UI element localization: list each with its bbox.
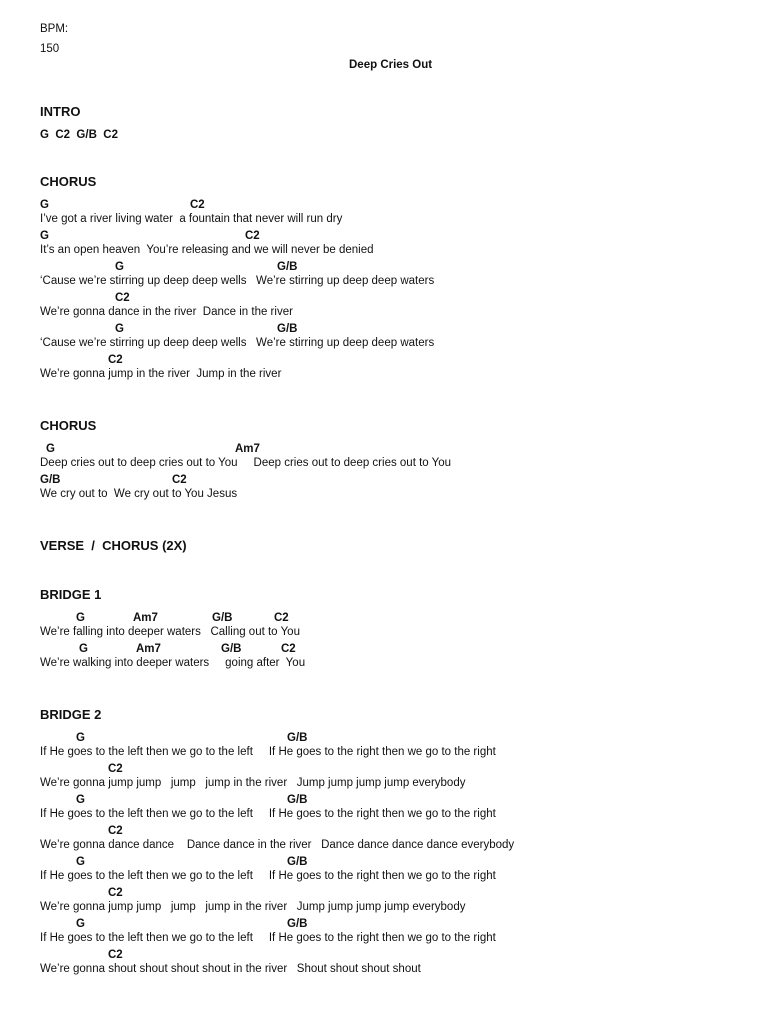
chord: G	[115, 261, 124, 273]
chord: G/B	[277, 323, 298, 335]
lyric-line: If He goes to the left then we go to the left If He goes to the right then we go to the right	[40, 746, 496, 758]
chord: G/B	[287, 856, 308, 868]
bridge2-heading: BRIDGE 2	[40, 707, 102, 722]
lyric-line: We’re walking into deeper waters going after You	[40, 657, 306, 669]
lyric-line: ‘Cause we’re stirring up deep deep wells We’re stirring up deep deep waters	[40, 337, 435, 349]
chord: G	[40, 199, 49, 211]
chord: C2	[281, 643, 296, 655]
chord: C2	[108, 887, 123, 899]
chord: Am7	[133, 612, 158, 624]
lyric-line: We’re gonna jump jump jump jump in the river Jump jump jump jump everybody	[40, 901, 466, 913]
chord: G/B	[287, 732, 308, 744]
bridge1-heading: BRIDGE 1	[40, 587, 102, 602]
chord: C2	[108, 763, 123, 775]
chord: C2	[245, 230, 260, 242]
chord: C2	[274, 612, 289, 624]
lyric-line: We’re falling into deeper waters Calling out to You	[40, 626, 300, 638]
chord: G/B	[40, 474, 61, 486]
chord: G	[76, 856, 85, 868]
bpm-label: BPM:	[40, 23, 69, 35]
lyric-line: It’s an open heaven You’re releasing and we will never be denied	[40, 244, 374, 256]
lyric-line: If He goes to the left then we go to the left If He goes to the right then we go to the right	[40, 808, 496, 820]
chord: G	[46, 443, 55, 455]
lyric-line: We’re gonna jump in the river Jump in the river	[40, 368, 282, 380]
chord: G	[40, 230, 49, 242]
chord: G	[115, 323, 124, 335]
chord: Am7	[235, 443, 260, 455]
chord: C2	[172, 474, 187, 486]
lyric-line: We cry out to We cry out to You Jesus	[40, 488, 238, 500]
lyric-line: We’re gonna shout shout shout shout in the river Shout shout shout shout	[40, 963, 421, 975]
lyric-line: We’re gonna dance dance Dance dance in the river Dance dance dance dance everybody	[40, 839, 515, 851]
bpm-value: 150	[40, 43, 60, 55]
lyric-line: I’ve got a river living water a fountain that never will run dry	[40, 213, 343, 225]
chord: C2	[190, 199, 205, 211]
chord: G/B	[277, 261, 298, 273]
chorus1-heading: CHORUS	[40, 174, 97, 189]
chord: C2	[108, 354, 123, 366]
song-title: Deep Cries Out	[349, 59, 433, 71]
chord: G	[79, 643, 88, 655]
chord: C2	[108, 825, 123, 837]
chord: G	[76, 794, 85, 806]
chord: G	[76, 612, 85, 624]
lyric-line: We’re gonna dance in the river Dance in the river	[40, 306, 293, 318]
intro-chords: G C2 G/B C2	[40, 129, 118, 141]
lyric-line: If He goes to the left then we go to the left If He goes to the right then we go to the right	[40, 932, 496, 944]
chord: C2	[108, 949, 123, 961]
lyric-line: Deep cries out to deep cries out to You Deep cries out to deep cries out to You	[40, 457, 452, 469]
chord: G/B	[221, 643, 242, 655]
chord: G	[76, 918, 85, 930]
lyric-line: ‘Cause we’re stirring up deep deep wells We’re stirring up deep deep waters	[40, 275, 435, 287]
intro-heading: INTRO	[40, 104, 81, 119]
chorus2-heading: CHORUS	[40, 418, 97, 433]
chord: G/B	[287, 794, 308, 806]
chord: C2	[115, 292, 130, 304]
chord: Am7	[136, 643, 161, 655]
lyric-line: If He goes to the left then we go to the left If He goes to the right then we go to the right	[40, 870, 496, 882]
chord: G	[76, 732, 85, 744]
chord: G/B	[212, 612, 233, 624]
lyric-line: We’re gonna jump jump jump jump in the river Jump jump jump jump everybody	[40, 777, 466, 789]
chord: G/B	[287, 918, 308, 930]
verse-chorus-heading: VERSE / CHORUS (2X)	[40, 538, 187, 553]
